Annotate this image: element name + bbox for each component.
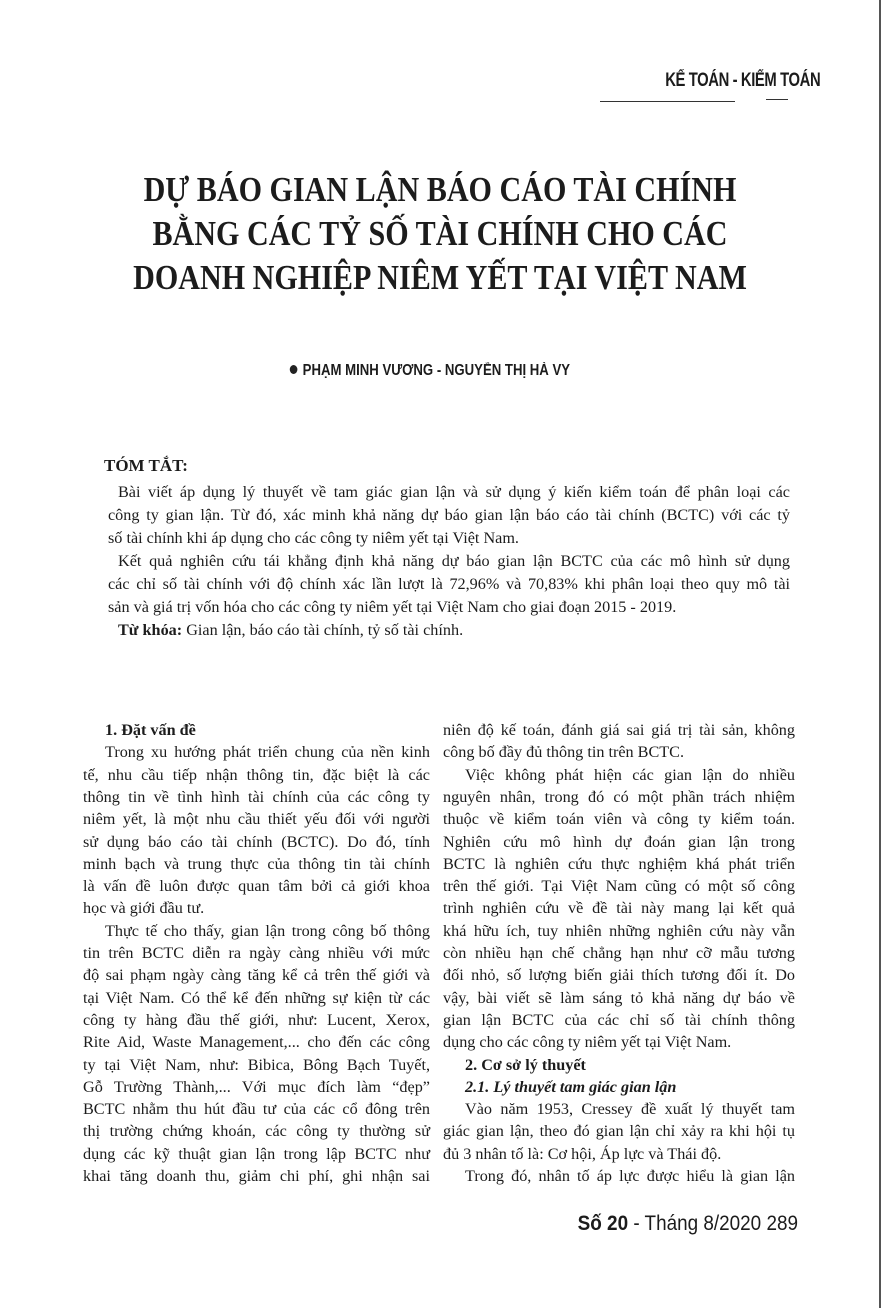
- text-line: Rite Aid, Waste Management,... cho đến các công: [83, 1033, 430, 1052]
- text-line: Gỗ Trường Thành,... Với mục đích làm “đẹp”: [83, 1077, 430, 1096]
- issue-date: - Tháng 8/2020: [628, 1212, 762, 1235]
- text-line: thông tin về tình hình tài chính của các công ty: [83, 787, 430, 806]
- text-line: học và giới đầu tư.: [83, 899, 205, 918]
- text-line: Kết quả nghiên cứu tái khẳng định khả năng dự báo gian lận BCTC của các mô hình sử dụng: [118, 552, 790, 570]
- header-rule-short: [766, 99, 788, 100]
- text-line: trên thế giới. Tại Việt Nam cũng có một số công: [443, 877, 795, 896]
- authors: PHẠM MINH VƯƠNG - NGUYỄN THỊ HÀ VY: [302, 362, 571, 379]
- section-heading: 1. Đặt vấn đề: [105, 721, 196, 739]
- text-line: là vấn đề luôn được quan tâm bởi cả giới khoa: [83, 877, 430, 896]
- text-line: khá hữu ích, tuy nhiên những nghiên cứu này vẫn: [443, 921, 795, 940]
- bullet-icon: [290, 365, 298, 374]
- text-line: các chỉ số tài chính với độ chính xác lần lượt là 72,96% và 70,83% khi phân loại theo quy mô tài: [108, 575, 790, 593]
- text-line: Vào năm 1953, Cressey đề xuất lý thuyết tam: [465, 1100, 795, 1119]
- text-line: niêm yết, là một nhu cầu thiết yếu đối với người: [83, 810, 430, 829]
- text-line: Việc không phát hiện các gian lận do nhiều: [465, 765, 795, 784]
- text-line: sản và giá trị vốn hóa cho các công ty niêm yết tại Việt Nam cho giai đoạn 2015 - 2019.: [108, 598, 677, 616]
- author-line: [235, 362, 626, 380]
- text-line: ty tại Việt Nam, như: Bibica, Bông Bạch Tuyết,: [83, 1055, 430, 1074]
- text-line: đối nhỏ, số lượng biến giải thích tương đối ít. Do: [443, 966, 795, 985]
- text-line: thuộc về kiểm toán viên và công ty kiểm toán.: [443, 810, 795, 829]
- text-line: Thực tế cho thấy, gian lận trong công bố thông: [105, 921, 430, 940]
- text-line: gian lận BCTC của các chỉ số tài chính thông: [443, 1010, 795, 1029]
- text-line: khai tăng doanh thu, giảm chi phí, ghi nhận sai: [83, 1167, 430, 1185]
- text-line: độ sai phạm ngày càng tăng kể cả trên thế giới và: [83, 966, 430, 985]
- text-line: đủ 3 nhân tố là: Cơ hội, Áp lực và Thái độ.: [443, 1144, 722, 1163]
- text-line: công bố đầy đủ thông tin trên BCTC.: [443, 743, 684, 762]
- text-line: dụng cho các công ty niêm yết tại Việt Nam.: [443, 1033, 732, 1052]
- abstract-heading: TÓM TẮT:: [104, 456, 188, 475]
- text-line: giác gian lận, theo đó gian lận chỉ xảy ra khi hội tụ: [443, 1122, 795, 1141]
- page-number: 289: [766, 1212, 798, 1235]
- issue-number: Số 20: [577, 1212, 629, 1235]
- page-footer: [566, 1212, 798, 1236]
- text-line: sử dụng báo cáo tài chính (BCTC). Do đó, tính: [83, 832, 430, 851]
- text-line: dụng các kỹ thuật gian lận trong lập BCTC như: [83, 1144, 430, 1163]
- text-line: nguyên nhân, trong đó có một phần trách nhiệm: [443, 787, 795, 806]
- keywords-text: Gian lận, báo cáo tài chính, tỷ số tài chính.: [186, 621, 464, 639]
- text-line: thị trường chứng khoán, các công ty thường sử: [83, 1122, 430, 1141]
- article-title-line-3: DOANH NGHIỆP NIÊM YẾT TẠI VIỆT NAM: [133, 258, 747, 297]
- section-label: KẾ TOÁN - KIỂM TOÁN: [665, 70, 821, 91]
- text-line: niên độ kế toán, đánh giá sai giá trị tài sản, không: [443, 721, 795, 739]
- text-line: minh bạch và trung thực của thông tin tài chính: [83, 854, 430, 873]
- text-line: trình nghiên cứu về đề tài này mang lại kết quả: [443, 899, 795, 918]
- text-line: công ty gian lận. Từ đó, xác minh khả năng dự báo gian lận báo cáo tài chính (BCTC) với các tỷ: [108, 506, 790, 524]
- text-line: công ty hàng đầu thế giới, như: Lucent, Xerox,: [83, 1010, 430, 1029]
- text-line: tin trên BCTC diễn ra ngày càng nhiều với mức: [83, 944, 430, 962]
- article-title-line-1: DỰ BÁO GIAN LẬN BÁO CÁO TÀI CHÍNH: [143, 170, 737, 209]
- text-line: BCTC nhằm thu hút đầu tư của các cổ đông trên: [83, 1100, 430, 1119]
- text-line: Bài viết áp dụng lý thuyết về tam giác gian lận và sử dụng ý kiến kiểm toán để phân loại các: [118, 483, 790, 501]
- text-line: vậy, bài viết sẽ làm sáng tỏ khả năng dự báo về: [443, 988, 795, 1007]
- text-line: tại Việt Nam. Có thể kể đến những sự kiện từ các: [83, 988, 430, 1007]
- text-line: BCTC là nghiên cứu thực nghiệm khá phát triển: [443, 854, 795, 873]
- article-title-line-2: BẰNG CÁC TỶ SỐ TÀI CHÍNH CHO CÁC: [152, 214, 728, 253]
- text-line: số tài chính khi áp dụng cho các công ty niêm yết tại Việt Nam.: [108, 529, 519, 547]
- scan-edge: [879, 0, 881, 1308]
- text-line: còn nhiều hạn chế chẳng hạn như cỡ mẫu tương: [443, 944, 795, 962]
- text-line: Nghiên cứu mô hình dự đoán gian lận trong: [443, 832, 795, 851]
- text-line: tế, nhu cầu tiếp nhận thông tin, đặc biệt là các: [83, 765, 430, 784]
- keywords-label: Từ khóa:: [118, 621, 183, 639]
- header-rule: [600, 101, 735, 102]
- keywords: [118, 619, 463, 642]
- text-line: Trong đó, nhân tố áp lực được hiểu là gian lận: [465, 1167, 795, 1185]
- text-line: Trong xu hướng phát triển chung của nền kinh: [105, 743, 430, 762]
- section-heading: 2.1. Lý thuyết tam giác gian lận: [465, 1077, 677, 1096]
- section-heading: 2. Cơ sở lý thuyết: [465, 1055, 586, 1074]
